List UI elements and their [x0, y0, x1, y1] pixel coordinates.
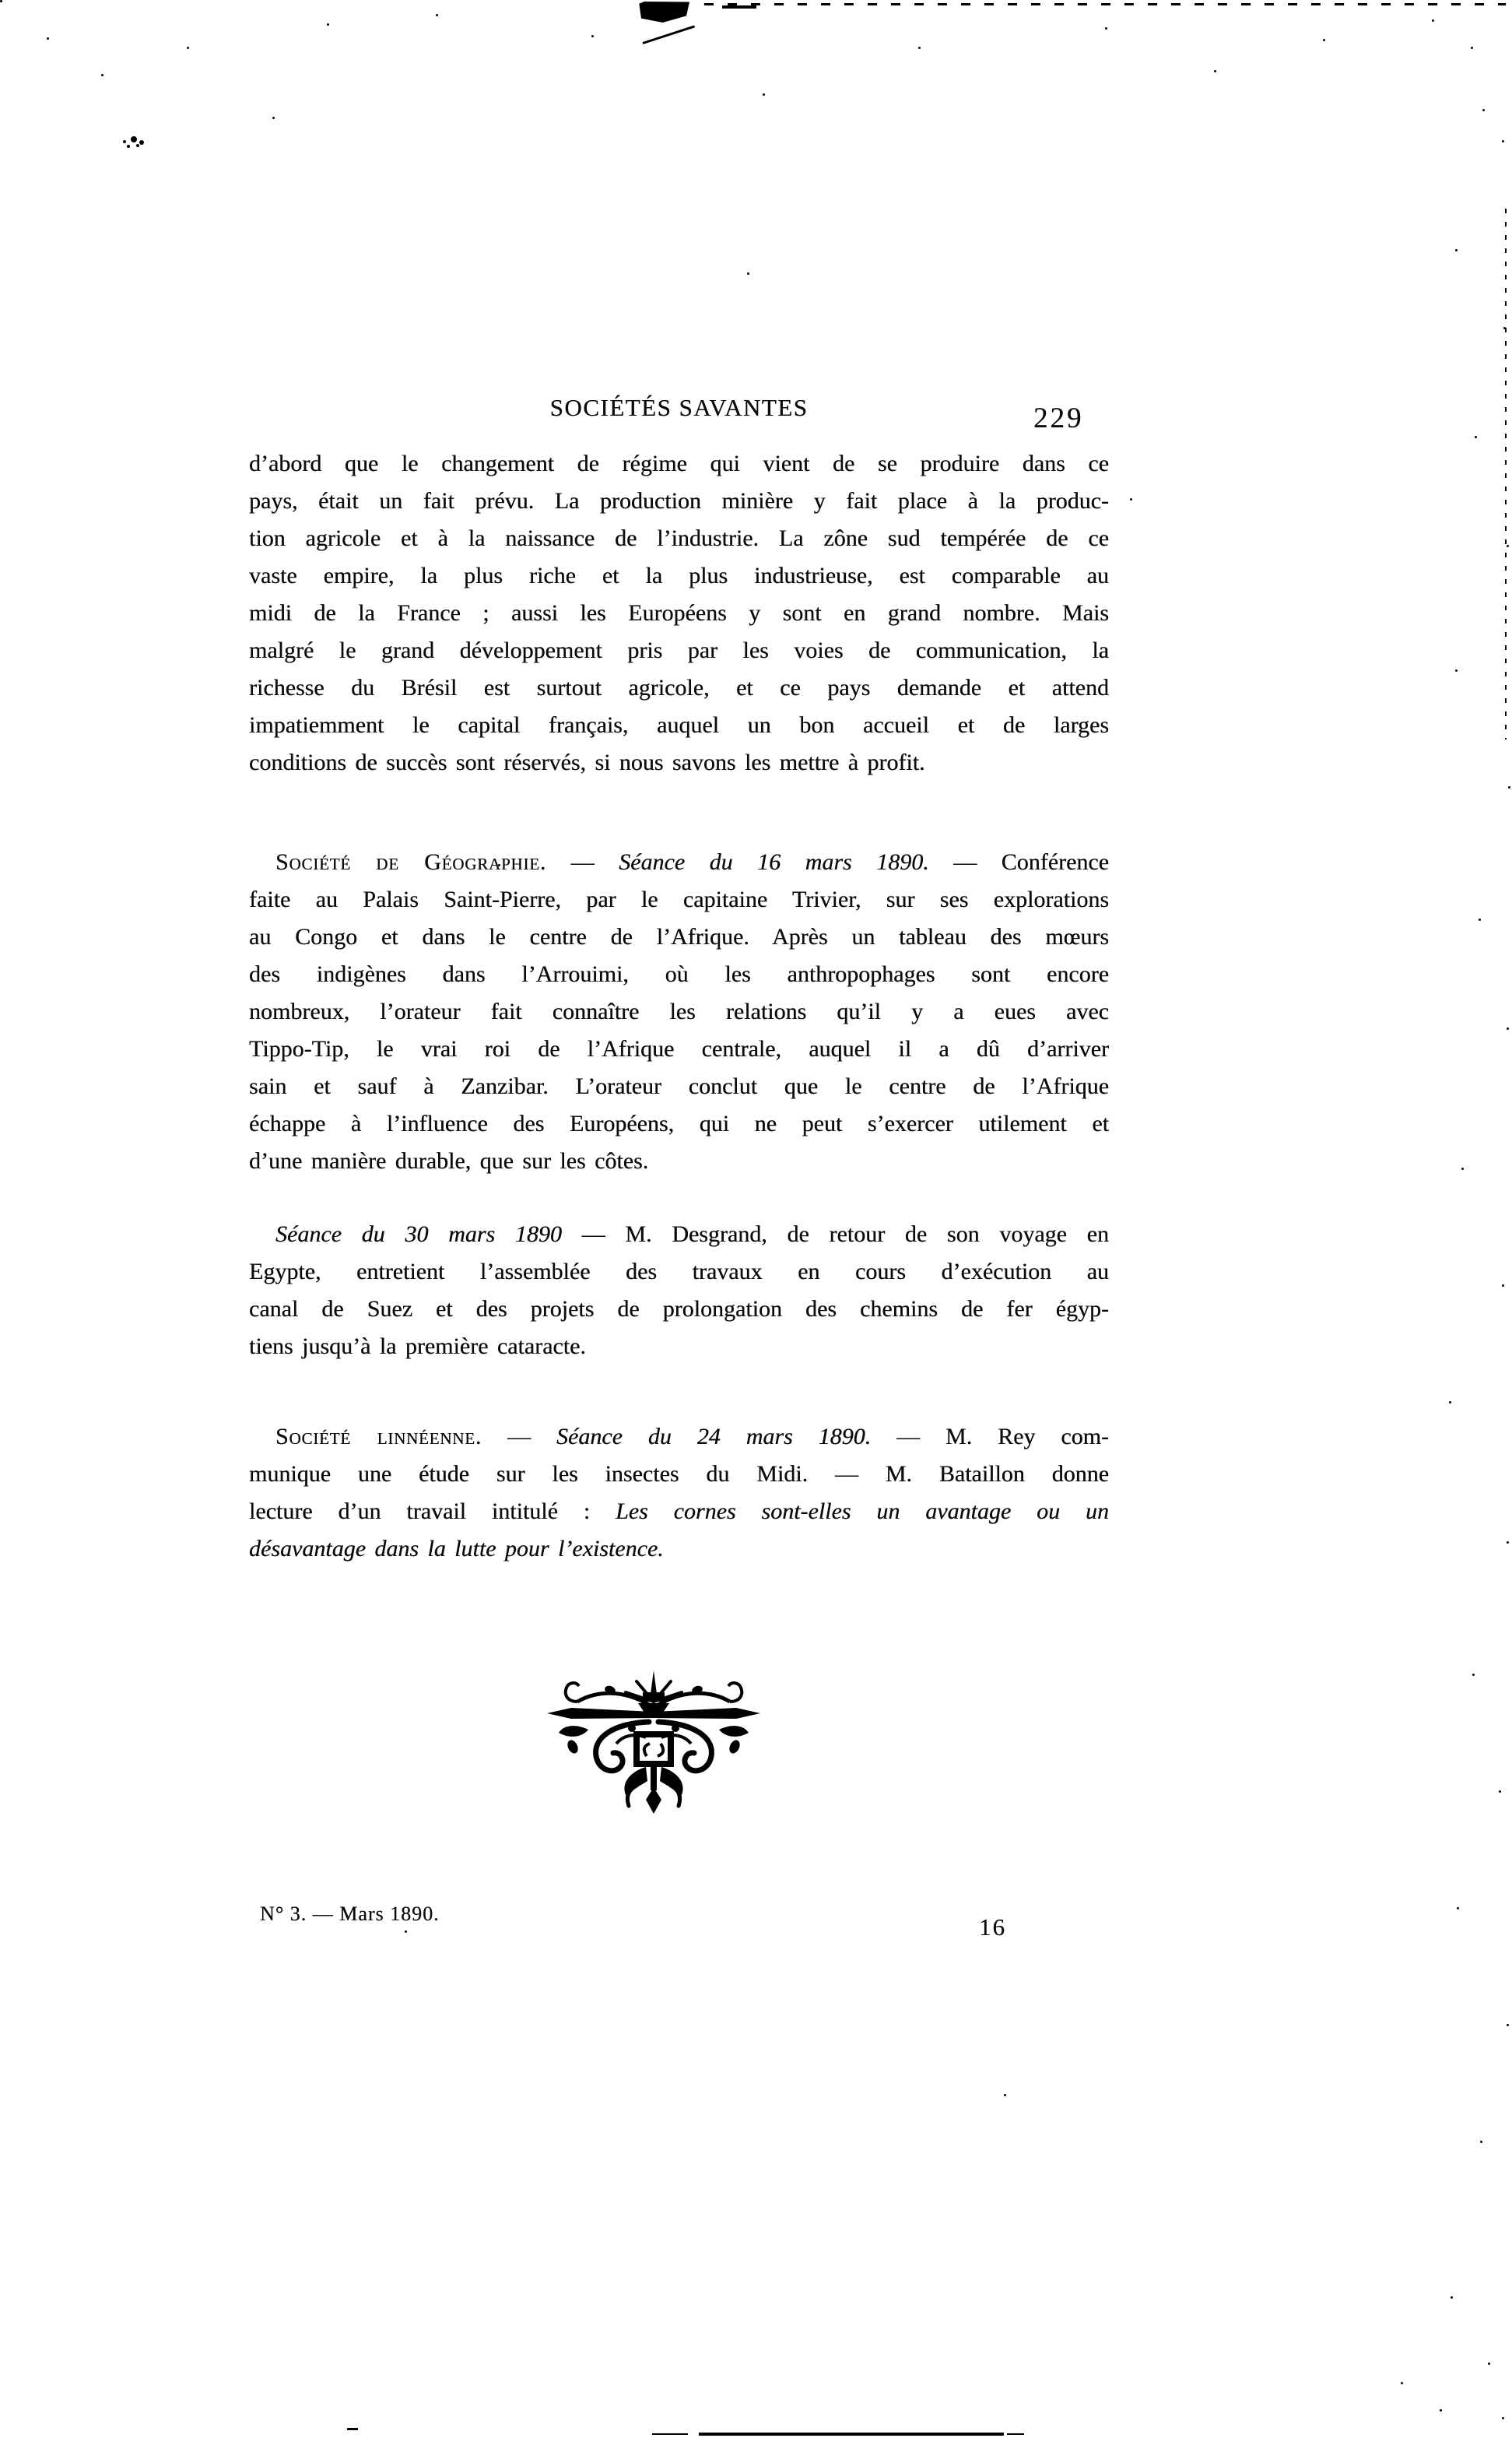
scan-edge-noise [1505, 209, 1507, 739]
scan-scratch-line [643, 25, 696, 44]
scan-smudge [123, 140, 126, 143]
text-run: tiens jusqu’à la première cataracte. [249, 1333, 586, 1359]
text-line [249, 557, 1109, 595]
text-line [249, 707, 1109, 744]
text-run: munique une étude sur les insectes du Midi. — M. Bataillon donne [249, 1461, 1109, 1487]
scan-bottom-line [1007, 2433, 1024, 2435]
text-line [249, 1328, 1109, 1365]
text-run: pays, était un fait prévu. La production minière y fait place à la produc- [249, 488, 1109, 514]
text-run: nombreux, l’orateur fait connaître les relations qu’il y a eues avec [249, 999, 1109, 1024]
text-run: — M. Rey com- [871, 1424, 1109, 1449]
text-run: tion agricole et à la naissance de l’industrie. La zône sud tempérée de ce [249, 525, 1109, 551]
text-line [249, 1031, 1109, 1068]
text-run: — Conférence [928, 849, 1109, 875]
text-run: — [546, 849, 619, 875]
text-line [249, 844, 1109, 881]
scan-speckles [0, 0, 2, 2]
text-run: — [482, 1424, 556, 1449]
text-line [249, 632, 1109, 669]
text-line [249, 1530, 1109, 1568]
page-title: SOCIÉTÉS SAVANTES [549, 394, 809, 421]
text-line [249, 744, 1109, 782]
text-run: canal de Suez et des projets de prolongation des chemins de fer égyp- [249, 1296, 1109, 1322]
text-line [249, 956, 1109, 993]
paragraph-societe-linneenne [249, 1418, 1109, 1568]
footer-page-signature: 16 [979, 1913, 1006, 1941]
paragraph-bresil [249, 445, 1109, 782]
text-run: échappe à l’influence des Européens, qui ne peut s’exercer utilement et [249, 1111, 1109, 1136]
text-run: Les cornes sont-elles un avantage ou un [616, 1498, 1109, 1524]
scan-edge-noise [722, 5, 756, 9]
text-run: midi de la France ; aussi les Européens y sont en grand nombre. Mais [249, 600, 1109, 626]
text-run: au Congo et dans le centre de l’Afrique. Après un tableau des mœurs [249, 924, 1109, 950]
text-run: Séance du 30 mars 1890 [275, 1221, 582, 1247]
text-run: vaste empire, la plus riche et la plus industrieuse, est comparable au [249, 563, 1109, 588]
text-run: impatiemment le capital français, auquel un bon accueil et de larges [249, 712, 1109, 738]
text-run: Société de Géographie. [275, 849, 547, 875]
page-number: 229 [1033, 402, 1084, 434]
text-run: Tippo-Tip, le vrai roi de l’Afrique centrale, auquel il a dû d’arriver [249, 1036, 1109, 1062]
text-line [249, 993, 1109, 1031]
text-run: — M. Desgrand, de retour de son voyage en [581, 1221, 1109, 1247]
paragraph-seance-30-mars [249, 1216, 1109, 1365]
text-line [249, 445, 1109, 483]
text-run: Société linnéenne. [275, 1424, 482, 1449]
text-run: désavantage dans la lutte pour l’existence. [249, 1536, 664, 1562]
scan-speckles [0, 0, 2, 2]
scan-bottom-line [347, 2428, 358, 2430]
scan-bottom-line [699, 2433, 1004, 2436]
text-run: Egypte, entretient l’assemblée des travaux en cours d’exécution au [249, 1259, 1109, 1284]
text-run: sain et sauf à Zanzibar. L’orateur conclut que le centre de l’Afrique [249, 1073, 1109, 1099]
scan-bottom-line [652, 2433, 688, 2435]
text-run: Séance du 16 mars 1890. [619, 849, 929, 875]
text-run: faite au Palais Saint-Pierre, par le capitaine Trivier, sur ses explorations [249, 887, 1109, 912]
text-line [249, 520, 1109, 557]
text-line [249, 669, 1109, 707]
footer-issue-label: N° 3. — Mars 1890. [260, 1902, 440, 1925]
text-line [249, 919, 1109, 956]
paragraph-societe-geographie [249, 844, 1109, 1180]
text-run: des indigènes dans l’Arrouimi, où les anthropophages sont encore [249, 961, 1109, 987]
text-line [249, 1143, 1109, 1180]
text-line [249, 1253, 1109, 1291]
text-run: lecture d’un travail intitulé : [249, 1498, 616, 1524]
text-line [249, 1068, 1109, 1105]
text-run: d’une manière durable, que sur les côtes. [249, 1148, 649, 1174]
text-run: richesse du Brésil est surtout agricole, et ce pays demande et attend [249, 675, 1109, 701]
scan-edge-noise [704, 3, 1506, 5]
text-line [249, 595, 1109, 632]
printer-ornament-icon [545, 1669, 763, 1815]
text-line [249, 1493, 1109, 1530]
text-line [249, 1216, 1109, 1253]
scan-ink-blob [638, 2, 689, 23]
text-line [249, 483, 1109, 520]
text-line [249, 1418, 1109, 1456]
text-line [249, 881, 1109, 919]
text-run: Séance du 24 mars 1890. [556, 1424, 872, 1449]
text-run: conditions de succès sont réservés, si nous savons les mettre à profit. [249, 750, 925, 775]
text-line [249, 1291, 1109, 1328]
text-run: d’abord que le changement de régime qui vient de se produire dans ce [249, 451, 1109, 476]
text-run: malgré le grand développement pris par les voies de communication, la [249, 638, 1109, 663]
text-line [249, 1456, 1109, 1493]
text-line [249, 1105, 1109, 1143]
